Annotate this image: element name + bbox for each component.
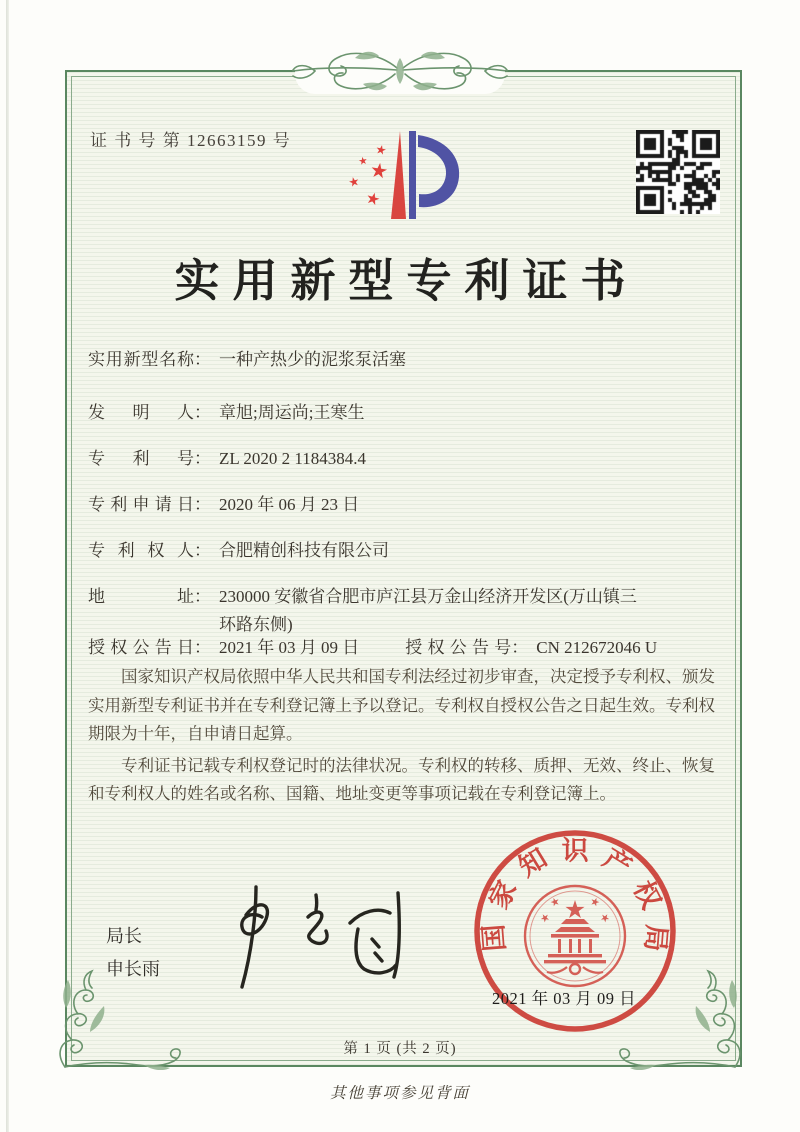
certificate-number: 证 书 号 第 12663159 号: [90, 131, 292, 150]
cnipa-logo-icon: [338, 114, 468, 234]
field-row-grant: [88, 634, 657, 662]
legal-paragraph-2: 专利证书记载专利权登记时的法律状况。专利权的转移、质押、无效、终止、恢复和专利权人的姓名或名称、国籍、地址变更等事项记载在专利登记簿上。: [88, 755, 715, 803]
field-row-utility-model-name: [88, 346, 406, 374]
commissioner-signature-icon: [212, 878, 427, 1000]
field-row-patent-number: [88, 445, 366, 473]
grant-number-pair: [405, 634, 657, 662]
field-row-inventor: [88, 399, 364, 427]
page-number: 第 1 页 (共 2 页): [343, 1041, 457, 1057]
field-label: 授权公告号: [405, 638, 512, 657]
grant-date-value: 2021 年 03 月 09 日: [219, 638, 360, 657]
commissioner-block: [106, 920, 160, 986]
grant-number-value: CN 212672046 U: [536, 638, 658, 657]
field-colon: ：: [194, 587, 211, 606]
legal-statement: [88, 663, 716, 812]
seal-date: 2021 年 03 月 09 日: [492, 989, 637, 1008]
field-colon: ：: [194, 350, 211, 369]
field-value: 一种产热少的泥浆泵活塞: [219, 350, 406, 369]
field-label: 地址: [88, 587, 194, 606]
field-value: ZL 2020 2 1184384.4: [219, 449, 367, 468]
field-value: 合肥精创科技有限公司: [219, 541, 389, 560]
field-row-patentee: [88, 537, 389, 565]
field-colon: ：: [194, 403, 211, 422]
field-colon: ：: [194, 541, 211, 560]
field-colon: ：: [194, 495, 211, 514]
certificate-title: 实用新型专利证书: [174, 256, 639, 306]
commissioner-name: 申长雨: [106, 959, 160, 979]
legal-paragraph-1: 国家知识产权局依照中华人民共和国专利法经过初步审查，决定授予专利权、颁发实用新型专利证书并在专利登记簿上予以登记。专利权自授权公告之日起生效。专利权期限为十年，自申请日起算。: [88, 667, 715, 743]
scan-page-edge: [6, 0, 9, 1132]
field-value: 230000 安徽省合肥市庐江县万金山经济开发区(万山镇三环路东侧): [219, 587, 637, 634]
field-colon: ：: [511, 638, 529, 657]
field-row-address: [88, 583, 651, 639]
field-label: 专利号: [88, 449, 194, 468]
national-emblem-icon: [525, 886, 625, 986]
back-side-note: 其他事项参见背面: [329, 1085, 470, 1102]
field-colon: ：: [194, 449, 211, 468]
top-scroll-ornament-icon: [285, 40, 515, 102]
seal-ring-text: 国家知识产权局: [478, 835, 672, 953]
field-row-filing-date: [88, 491, 359, 519]
field-label: 发明人: [88, 403, 194, 422]
field-value: 2020 年 06 月 23 日: [219, 495, 360, 514]
field-colon: ：: [194, 638, 211, 657]
field-value: 章旭;周运尚;王寒生: [219, 403, 365, 422]
qr-code: [636, 130, 720, 214]
field-label: 授权公告日: [88, 638, 194, 657]
commissioner-title: 局长: [106, 926, 142, 946]
field-label: 专利权人: [88, 541, 194, 560]
field-label: 实用新型名称: [88, 350, 194, 369]
field-label: 专利申请日: [88, 495, 194, 514]
